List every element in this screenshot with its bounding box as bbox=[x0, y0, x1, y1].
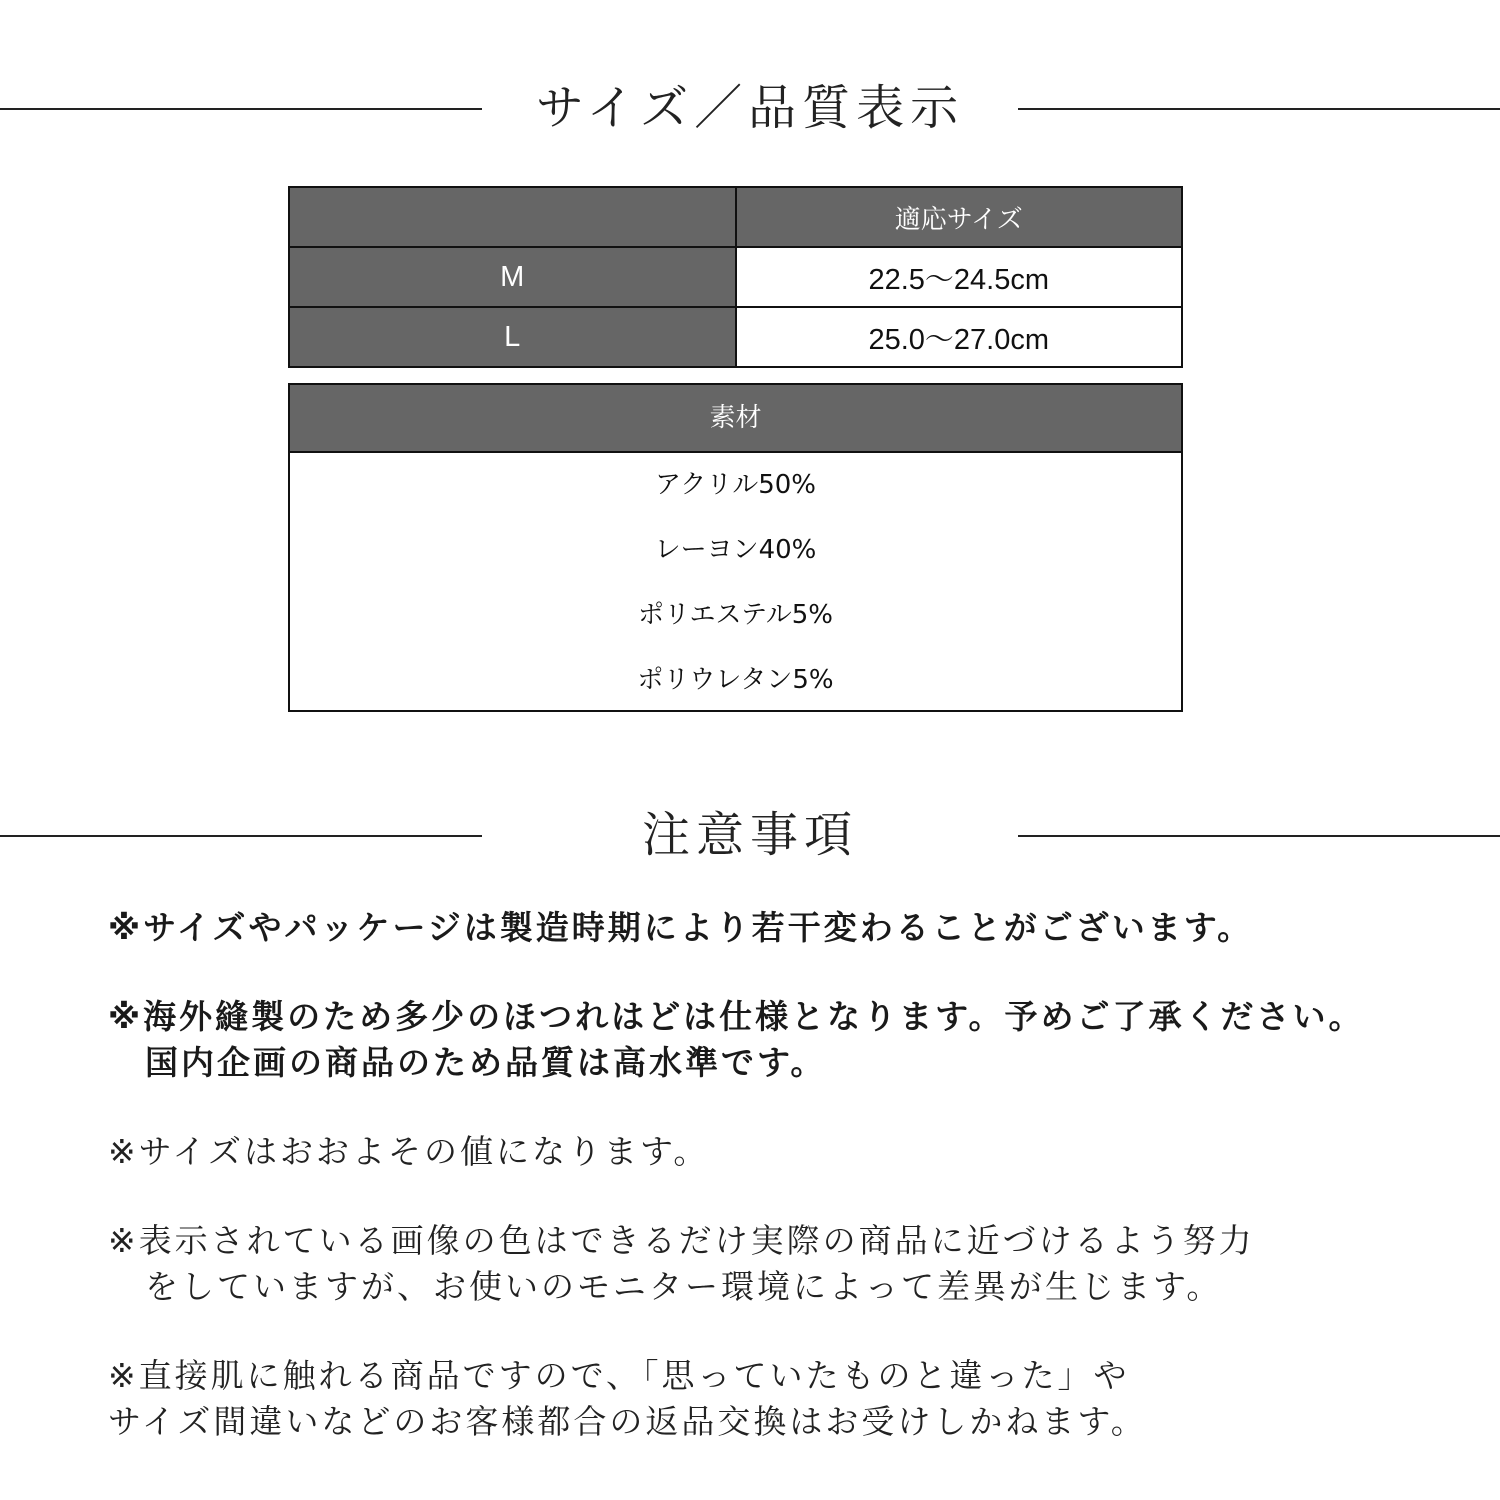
size-table-header: 適応サイズ bbox=[736, 187, 1183, 247]
size-table-header-row bbox=[289, 187, 1182, 247]
material-header: 素材 bbox=[290, 385, 1181, 453]
size-range: 22.5～24.5cm bbox=[736, 247, 1183, 307]
note-line: サイズ間違いなどのお客様都合の返品交換はお受けしかねます。 bbox=[108, 1402, 1147, 1441]
note-line: ※サイズやパッケージは製造時期により若干変わることがございます。 bbox=[108, 908, 1254, 947]
size-label: L bbox=[289, 307, 736, 367]
material-item: アクリル50% bbox=[654, 470, 816, 500]
size-table-corner-cell bbox=[289, 187, 736, 247]
note-line: ※表示されている画像の色はできるだけ実際の商品に近づけるよう努力 bbox=[108, 1221, 1255, 1260]
note-line: ※海外縫製のため多少のほつれはどは仕様となります。予めご了承ください。 bbox=[108, 997, 1365, 1036]
note-item bbox=[108, 1353, 1468, 1445]
note-line: をしていますが、お使いのモニター環境によって差異が生じます。 bbox=[145, 1267, 1223, 1306]
heading-rule-right bbox=[1018, 108, 1500, 110]
material-table bbox=[288, 383, 1183, 712]
material-item: ポリエステル5% bbox=[638, 600, 833, 630]
size-row-m bbox=[289, 247, 1182, 307]
note-item bbox=[108, 1129, 1468, 1175]
note-line: ※サイズはおおよその値になります。 bbox=[108, 1132, 710, 1171]
note-item bbox=[108, 905, 1468, 951]
note-line: 国内企画の商品のため品質は高水準です。 bbox=[145, 1043, 827, 1082]
material-item: ポリウレタン5% bbox=[637, 665, 834, 695]
note-item bbox=[108, 994, 1468, 1086]
size-table bbox=[288, 186, 1183, 368]
size-quality-heading bbox=[0, 78, 1500, 138]
notes-list bbox=[108, 905, 1468, 1445]
notes-heading bbox=[0, 805, 1500, 865]
heading-rule-right bbox=[1018, 835, 1500, 837]
heading-rule-left bbox=[0, 108, 482, 110]
material-item: レーヨン40% bbox=[654, 535, 817, 565]
size-label: M bbox=[289, 247, 736, 307]
note-item bbox=[108, 1218, 1468, 1310]
heading-rule-left bbox=[0, 835, 482, 837]
size-quality-title: サイズ／品質表示 bbox=[535, 80, 965, 136]
size-range: 25.0～27.0cm bbox=[736, 307, 1183, 367]
size-row-l bbox=[289, 307, 1182, 367]
material-list bbox=[290, 453, 1181, 713]
note-line: ※直接肌に触れる商品ですので、「思っていたものと違った」や bbox=[108, 1356, 1130, 1395]
notes-title: 注意事項 bbox=[641, 807, 858, 863]
